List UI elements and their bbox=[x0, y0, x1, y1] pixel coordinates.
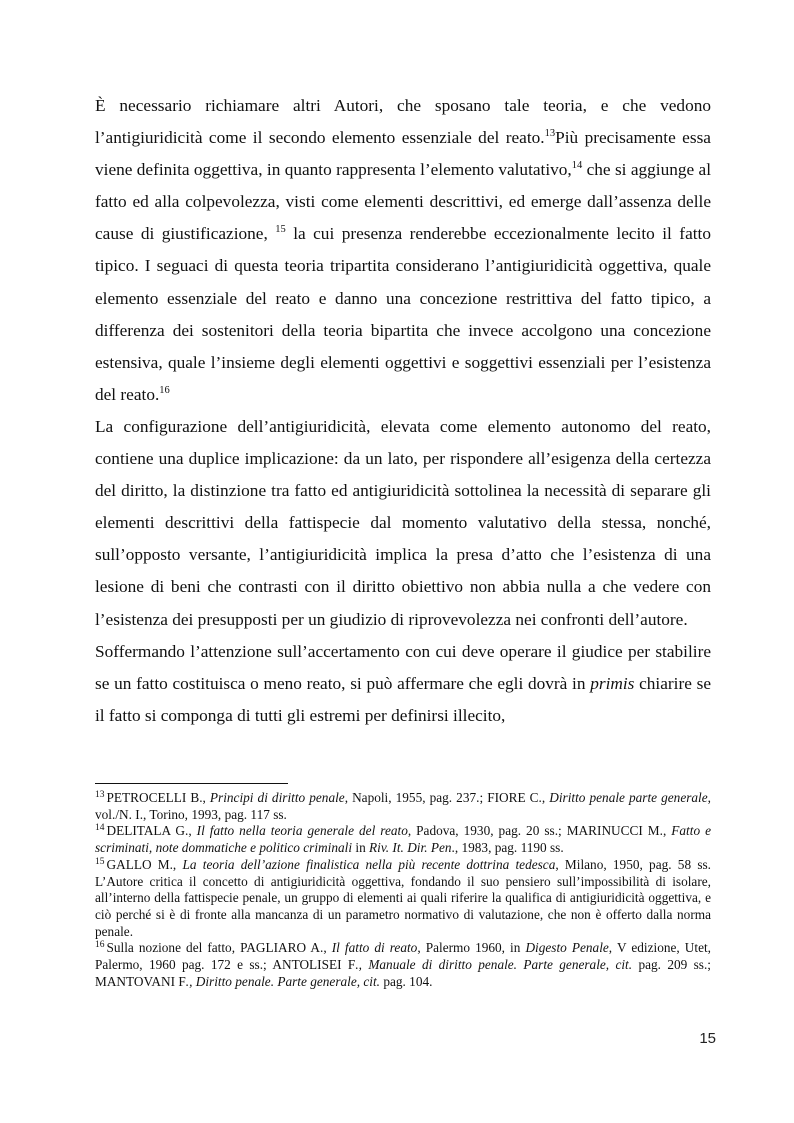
footnote-ref: 16 bbox=[159, 384, 170, 396]
footnote-number: 14 bbox=[95, 823, 105, 834]
footnote: $^{15}$ GALLO M., La teoria dell’azione finalistica nella più recente dottrina tedesca, Milano, 1950, pag. 58 ss. L’Autore critica il concetto di antigiuridicità oggettiva, fondando il suo pensiero sull’impossibilità di isolare, all’interno della fattispecie penale, un gruppo di elementi ai quali riferire la qualifica di antigiuridicità oggettiva, e ciò perché si è di fronte alla mancanza di un parametro normativo di valutazione, che non è offerto dalla norma penale. bbox=[95, 856, 712, 939]
footnote-separator bbox=[95, 783, 288, 784]
footnote-ref: 15 bbox=[275, 224, 286, 236]
footnote: $^{16}$ Sulla nozione del fatto, PAGLIARO A., Il fatto di reato, Palermo 1960, in Digesto Penale, V edizione, Utet, Palermo, 1960 pag. 172 e ss.; ANTOLISEI F., Manuale di diritto penale. Parte generale, cit. pag. 209 ss.; MANTOVANI F., Diritto penale. Parte generale, cit. pag. 104. bbox=[95, 940, 711, 989]
footnote: $^{13}$ PETROCELLI B., Principi di diritto penale, Napoli, 1955, pag. 237.; FIORE C., Diritto penale parte generale, vol./N. I., Torino, 1993, pag. 117 ss. bbox=[95, 790, 711, 822]
footnote-number: 13 bbox=[95, 790, 105, 800]
page-number: 15 bbox=[699, 1030, 716, 1047]
footnote-ref: 14 bbox=[571, 160, 583, 172]
paragraph: Soffermando l’attenzione sull’accertamento con cui deve operare il giudice per stabilire se un fatto costituisca o meno reato, si può affermare che egli dovrà in primis chiarire se il fatto si componga di tutti gli estremi per definirsi illecito, bbox=[95, 641, 711, 725]
footnote-number: 15 bbox=[95, 856, 105, 867]
paragraph: La configurazione dell’antigiuridicità, elevata come elemento autonomo del reato, contiene una duplice implicazione: da un lato, per rispondere all’esigenza della certezza del diritto, la distinzione tra fatto ed antigiuridicità sottolinea la necessità di separare gli elementi descrittivi della fattispecie dal momento valutativo della stessa, nonché, sull’opposto versante, l’antigiuridicità implica la presa d’atto che l’esistenza di una lesione di beni che contrasti con il diritto obiettivo non abbia nulla a che vedere con l’esistenza dei presupposti per un giudizio di riprovevolezza nei confronti dell’autore. bbox=[95, 416, 711, 629]
footnote: $^{14}$ DELITALA G., Il fatto nella teoria generale del reato, Padova, 1930, pag. 20 ss.; MARINUCCI M., Fatto e scriminati, note dommatiche e politico criminali in Riv. It. Dir. Pen., 1983, pag. 1190 ss. bbox=[95, 823, 711, 856]
footnotes bbox=[95, 790, 711, 990]
footnote-number: 16 bbox=[95, 940, 105, 951]
footnote-ref: 13 bbox=[544, 128, 556, 140]
paragraph: È necessario richiamare altri Autori, che sposano tale teoria, e che vedono l’antigiuridicità come il secondo elemento essenziale del reato.$^{13}$Più precisamente essa viene definita oggettiva, in quanto rappresenta l’elemento valutativo,$^{14}$ che si aggiunge al fatto ed alla colpevolezza, visti come elementi descrittivi, ed emerge dall’assenza delle cause di giustificazione, $^{15}$ la cui presenza renderebbe eccezionalmente lecito il fatto tipico. I seguaci di questa teoria tripartita considerano l’antigiuridicità oggettiva, quale elemento essenziale del reato e danno una concezione restrittiva del fatto tipico, a differenza dei sostenitori della teoria bipartita che invece accolgono una concezione estensiva, quale l’insieme degli elementi oggettivi e soggettivi essenziali per l’esistenza del reato.$^{16}$ bbox=[95, 96, 711, 404]
body-text bbox=[95, 90, 711, 732]
